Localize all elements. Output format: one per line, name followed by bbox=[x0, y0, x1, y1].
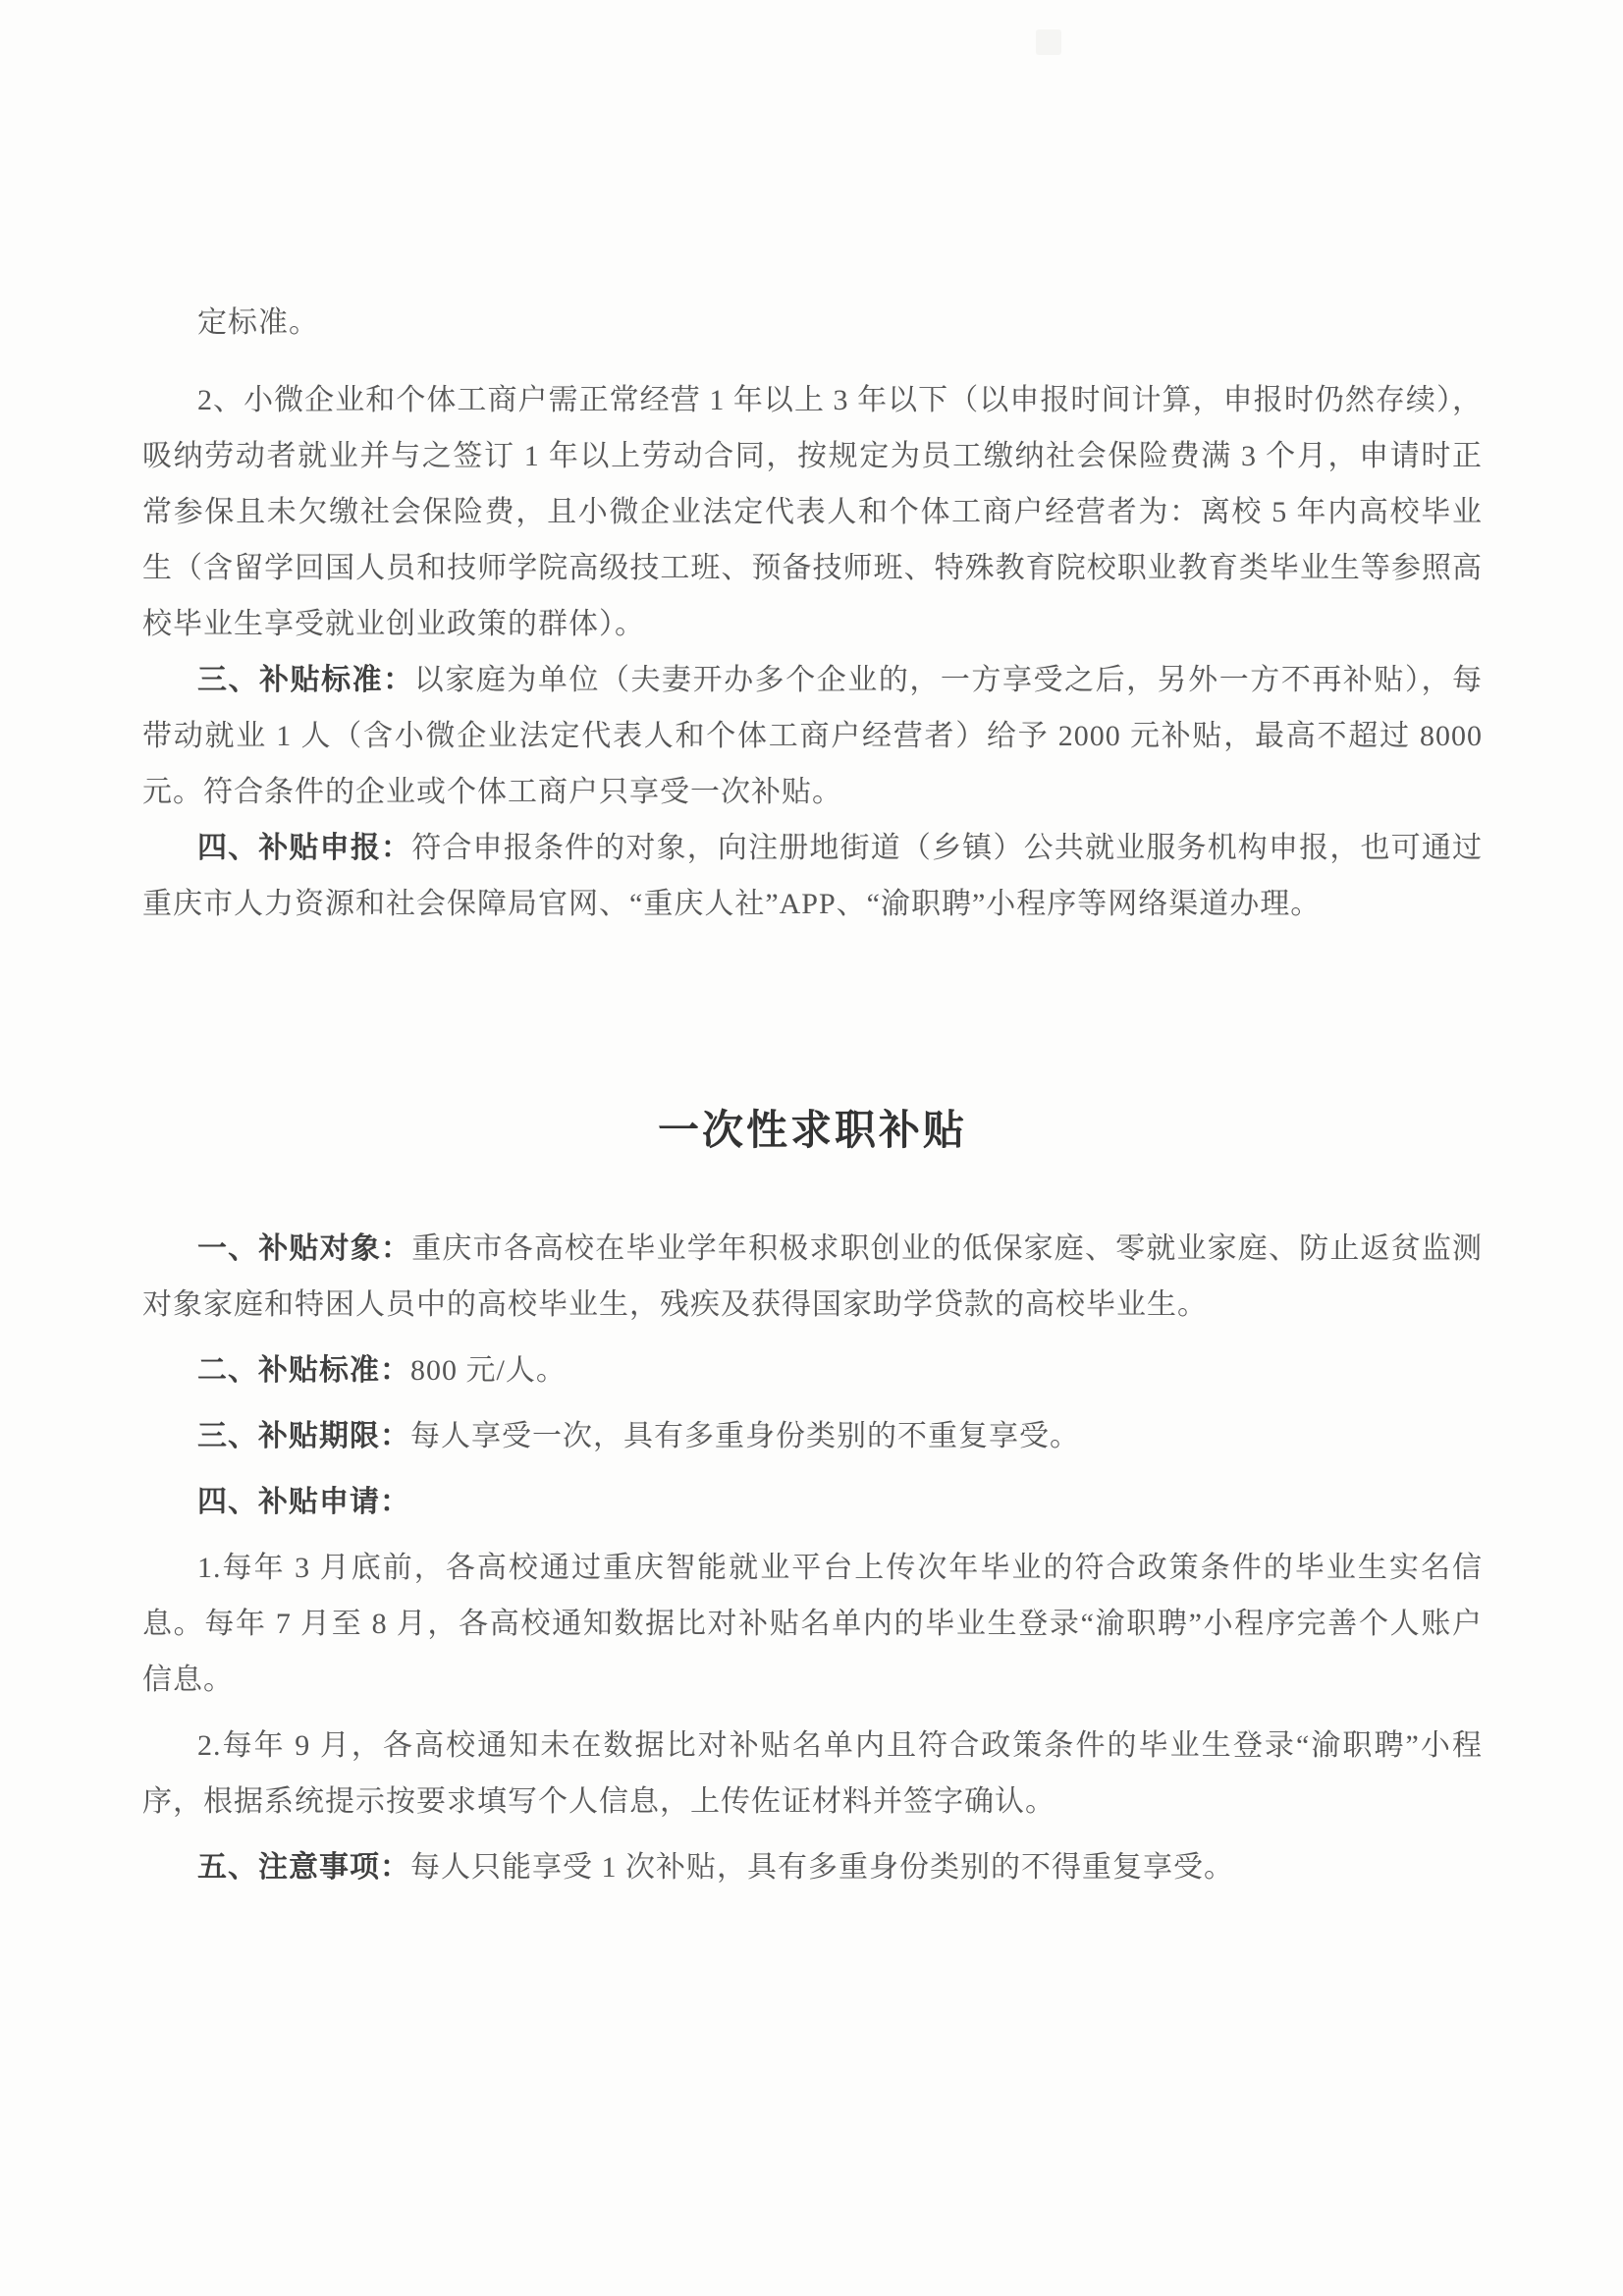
paragraph-text: 每人享受一次，具有多重身份类别的不重复享受。 bbox=[410, 1420, 1080, 1452]
scan-artifact bbox=[1036, 29, 1061, 55]
paragraph-apply-step-2 bbox=[142, 1718, 1483, 1830]
paragraph-lead: 五、注意事项： bbox=[197, 1850, 410, 1885]
paragraph-text: 800 元/人。 bbox=[410, 1354, 567, 1387]
paragraph-subsidy-duration bbox=[142, 1408, 1483, 1464]
paragraph-lead: 一、补贴对象： bbox=[197, 1231, 412, 1266]
carryover-text: 定标准。 bbox=[197, 306, 319, 339]
paragraph-text: 1.每年 3 月底前，各高校通过重庆智能就业平台上传次年毕业的符合政策条件的毕业生实名信息。每年 7 月至 8 月，各高校通知数据比对补贴名单内的毕业生登录“渝职聘”小程序完善个人账户信息。 bbox=[142, 1552, 1483, 1696]
paragraph-text: 重庆市各高校在毕业学年积极求职创业的低保家庭、零就业家庭、防止返贫监测对象家庭和特困人员中的高校毕业生，残疾及获得国家助学贷款的高校毕业生。 bbox=[142, 1232, 1484, 1321]
paragraph-text: 2.每年 9 月，各高校通知未在数据比对补贴名单内且符合政策条件的毕业生登录“渝职聘”小程序，根据系统提示按要求填写个人信息，上传佐证材料并签字确认。 bbox=[142, 1729, 1483, 1818]
paragraph-apply-step-1 bbox=[142, 1540, 1483, 1708]
paragraph-lead: 四、补贴申请： bbox=[197, 1485, 410, 1519]
paragraph-text: 符合申报条件的对象，向注册地街道（乡镇）公共就业服务机构申报，也可通过重庆市人力资源和社会保障局官网、“重庆人社”APP、“渝职聘”小程序等网络渠道办理。 bbox=[142, 832, 1484, 920]
paragraph-smallbiz-conditions bbox=[142, 372, 1483, 652]
paragraph-lead: 四、补贴申报： bbox=[197, 831, 412, 865]
paragraph-notes bbox=[142, 1839, 1483, 1895]
paragraph-subsidy-declaration bbox=[142, 820, 1483, 932]
paragraph-lead: 二、补贴标准： bbox=[197, 1353, 410, 1388]
paragraph-subsidy-standard-1 bbox=[142, 652, 1483, 820]
paragraph-subsidy-target bbox=[142, 1221, 1483, 1333]
paragraph-lead: 三、补贴期限： bbox=[197, 1419, 410, 1453]
paragraph-subsidy-standard-2 bbox=[142, 1342, 1483, 1398]
paragraph-text: 2、小微企业和个体工商户需正常经营 1 年以上 3 年以下（以申报时间计算，申报时仍然存续），吸纳劳动者就业并与之签订 1 年以上劳动合同，按规定为员工缴纳社会保险费满 3 个月，申请时正常参保且未欠缴社会保险费，且小微企业法定代表人和个体工商户经营者为：离校 5 年内高校毕业生（含留学回国人员和技师学院高级技工班、预备技师班、特殊教育院校职业教育类毕业生等参照高校毕业生享受就业创业政策的群体）。 bbox=[142, 384, 1483, 640]
carryover-line bbox=[142, 295, 1483, 351]
paragraph-text: 以家庭为单位（夫妻开办多个企业的，一方享受之后，另外一方不再补贴），每带动就业 1 人（含小微企业法定代表人和个体工商户经营者）给予 2000 元补贴，最高不超过 8000 元。符合条件的企业或个体工商户只享受一次补贴。 bbox=[142, 664, 1484, 808]
section-title: 一次性求职补贴 bbox=[657, 1106, 967, 1154]
paragraph-lead: 三、补贴标准： bbox=[197, 663, 414, 697]
paragraph-subsidy-apply-heading bbox=[142, 1474, 1483, 1530]
paragraph-text: 每人只能享受 1 次补贴，具有多重身份类别的不得重复享受。 bbox=[410, 1851, 1234, 1884]
